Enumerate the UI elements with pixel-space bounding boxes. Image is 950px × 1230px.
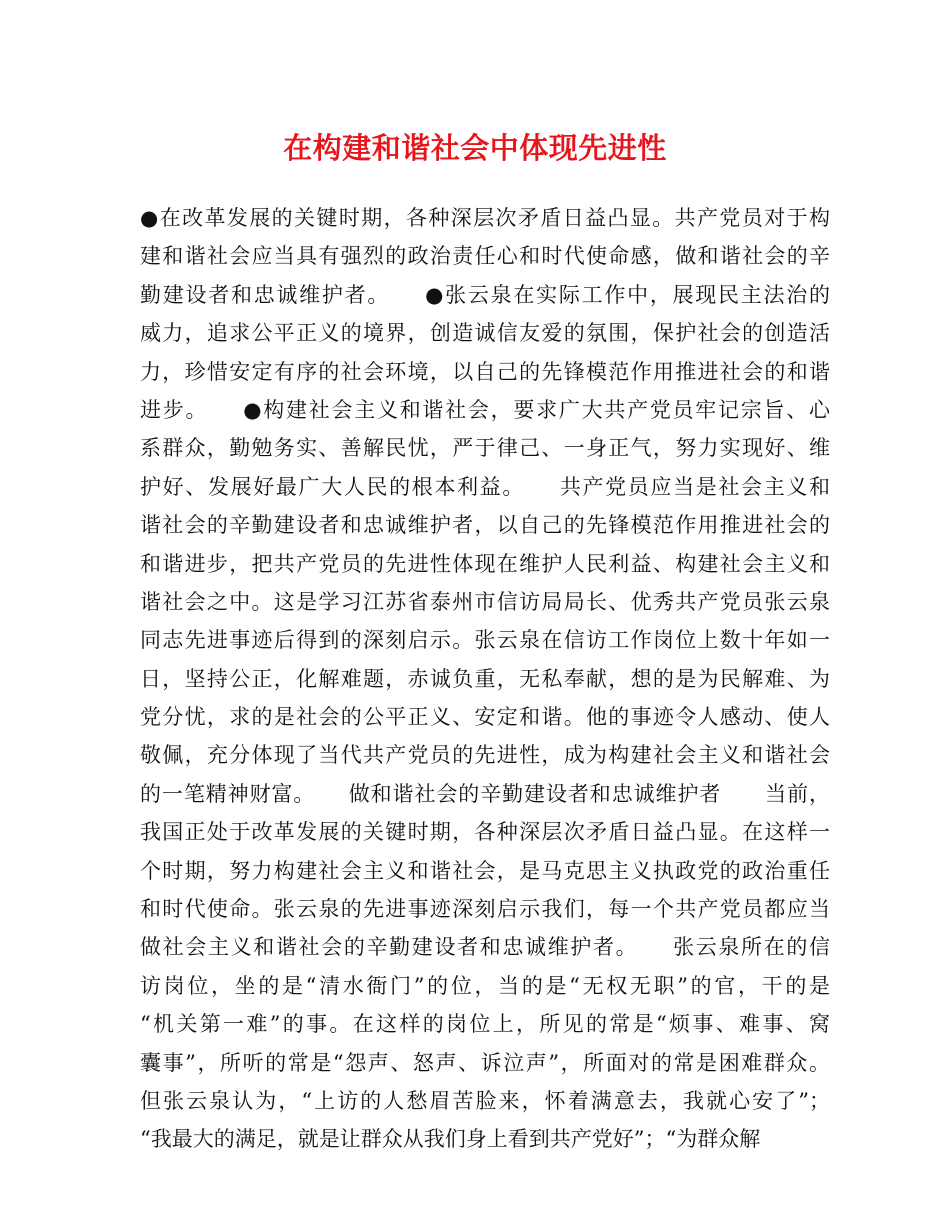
document-title: 在构建和谐社会中体现先进性 xyxy=(283,131,667,165)
body-line: 威力，追求公平正义的境界，创造诚信友爱的氛围，保护社会的创造活 xyxy=(140,321,830,346)
body-line: 敬佩，充分体现了当代共产党员的先进性，成为构建社会主义和谐社会 xyxy=(140,743,830,768)
body-line: 党分忧，求的是社会的公平正义、安定和谐。他的事迹令人感动、使人 xyxy=(140,705,830,730)
body-line: ●在改革发展的关键时期，各种深层次矛盾日益凸显。共产党员对于构 xyxy=(140,206,830,230)
body-line: 系群众，勤勉务实、善解民忧，严于律己、一身正气，努力实现好、维 xyxy=(140,436,830,461)
body-line: 我国正处于改革发展的关键时期，各种深层次矛盾日益凸显。在这样一 xyxy=(140,820,830,845)
body-line: 谐社会的辛勤建设者和忠诚维护者，以自己的先锋模范作用推进社会的 xyxy=(140,513,830,538)
body-line: 和谐进步，把共产党员的先进性体现在维护人民利益、构建社会主义和 xyxy=(140,551,830,576)
body-line: 勤建设者和忠诚维护者。 ●张云泉在实际工作中，展现民主法治的 xyxy=(140,282,830,307)
document-body xyxy=(140,199,830,1159)
body-line: 访岗位，坐的是“清水衙门”的位，当的是“无权无职”的官，干的是 xyxy=(140,973,830,998)
body-line: 个时期，努力构建社会主义和谐社会，是马克思主义执政党的政治重任 xyxy=(140,858,830,883)
body-line: “机关第一难”的事。在这样的岗位上，所见的常是“烦事、难事、窝 xyxy=(140,1012,830,1037)
body-line: 的一笔精神财富。 做和谐社会的辛勤建设者和忠诚维护者 当前， xyxy=(140,781,830,806)
body-line: 同志先进事迹后得到的深刻启示。张云泉在信访工作岗位上数十年如一 xyxy=(140,628,830,653)
body-line: 力，珍惜安定有序的社会环境，以自己的先锋模范作用推进社会的和谐 xyxy=(140,359,830,384)
body-line: 进步。 ●构建社会主义和谐社会，要求广大共产党员牢记宗旨、心 xyxy=(140,397,830,422)
body-line: 日，坚持公正，化解难题，赤诚负重，无私奉献，想的是为民解难、为 xyxy=(140,666,830,691)
body-line: 但张云泉认为，“上访的人愁眉苦脸来，怀着满意去，我就心安了”； xyxy=(140,1088,830,1113)
body-line: 谐社会之中。这是学习江苏省泰州市信访局局长、优秀共产党员张云泉 xyxy=(140,589,830,614)
body-line: 囊事”，所听的常是“怨声、怒声、诉泣声”，所面对的常是困难群众。 xyxy=(140,1050,830,1075)
body-line: 护好、发展好最广大人民的根本利益。 共产党员应当是社会主义和 xyxy=(140,474,830,499)
body-line: “我最大的满足，就是让群众从我们身上看到共产党好”；“为群众解 xyxy=(140,1127,761,1152)
body-line: 建和谐社会应当具有强烈的政治责任心和时代使命感，做和谐社会的辛 xyxy=(140,244,830,269)
body-line: 做社会主义和谐社会的辛勤建设者和忠诚维护者。 张云泉所在的信 xyxy=(140,935,830,960)
body-line: 和时代使命。张云泉的先进事迹深刻启示我们，每一个共产党员都应当 xyxy=(140,897,830,922)
